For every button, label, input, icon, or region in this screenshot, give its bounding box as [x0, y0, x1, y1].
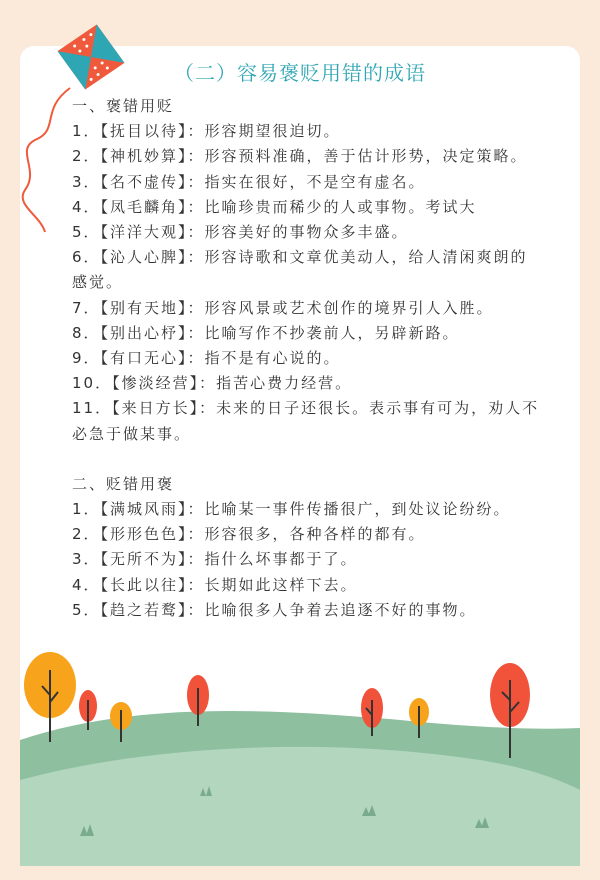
list-item: 11．【来日方长】：未来的日子还很长。表示事有可为，劝人不必急于做某事。 — [72, 399, 540, 443]
list-item: 8．【别出心杼】：比喻写作不抄袭前人，另辟新路。 — [72, 323, 460, 342]
list-item: 3．【无所不为】：指什么坏事都于了。 — [72, 550, 358, 569]
list-item: 5．【趋之若鹜】：比喻很多人争着去追逐不好的事物。 — [72, 600, 477, 619]
list-item: 5．【洋洋大观】：形容美好的事物众多丰盛。 — [72, 223, 409, 242]
list-item: 3．【名不虚传】：指实在很好，不是空有虚名。 — [72, 172, 426, 191]
idiom-content — [72, 94, 542, 623]
list-item: 10．【惨淡经营】：指苦心费力经营。 — [72, 374, 353, 393]
list-item: 4．【长此以往】：长期如此这样下去。 — [72, 575, 358, 594]
list-item: 4．【凤毛麟角】：比喻珍贵而稀少的人或事物。考试大 — [72, 197, 477, 216]
page-title: （二）容易褒贬用错的成语 — [174, 61, 426, 85]
hill-illustration — [20, 640, 580, 866]
list-item: 7．【别有天地】：形容风景或艺术创作的境界引人入胜。 — [72, 298, 494, 317]
list-item: 2．【形形色色】：形容很多，各种各样的都有。 — [72, 525, 426, 544]
list-item: 1．【抚目以待】：形容期望很迫切。 — [72, 122, 341, 141]
section-heading: 二、贬错用褒 — [72, 474, 175, 493]
list-item: 2．【神机妙算】：形容预料准确，善于估计形势，决定策略。 — [72, 147, 528, 166]
list-item: 6．【沁人心脾】：形容诗歌和文章优美动人，给人清闲爽朗的感觉。 — [72, 248, 528, 292]
section-heading: 一、褒错用贬 — [72, 97, 175, 115]
list-item: 1．【满城风雨】：比喻某一事件传播很广，到处议论纷纷。 — [72, 500, 511, 519]
list-item: 9．【有口无心】：指不是有心说的。 — [72, 349, 341, 368]
spacer — [72, 447, 542, 472]
